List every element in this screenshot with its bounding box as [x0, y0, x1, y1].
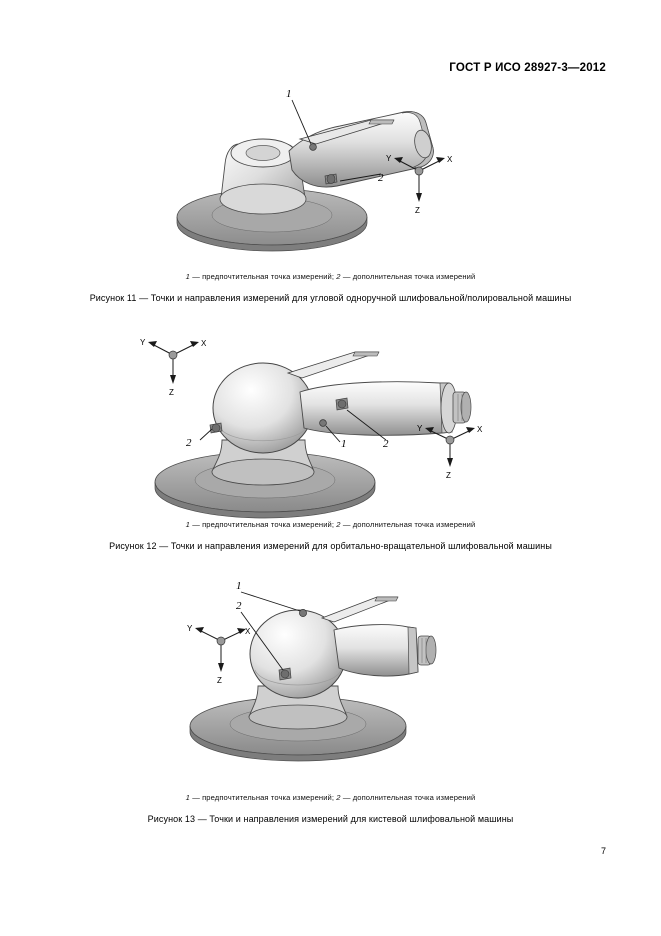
figure-13-caption: Рисунок 13 — Точки и направления измерений для кистевой шлифовальной машины: [147, 814, 514, 824]
figure-12-key-num-2: 2: [336, 520, 341, 529]
figure-13-key-text-2: — дополнительная точка измерений: [340, 793, 476, 802]
figure-12-caption: Рисунок 12 — Точки и направления измерений для орбитально-вращательной шлифовальной машины: [109, 541, 552, 551]
figure-13-key-num-1: 1: [185, 793, 190, 802]
figure-13-key-text-1: — предпочтительная точка измерений;: [189, 793, 337, 802]
page-number: 7: [600, 846, 606, 856]
figure-11-illustration: [0, 82, 661, 272]
figure-13-block: [0, 578, 661, 824]
figure-12-callout-1: 1: [341, 438, 347, 450]
figure-13-key: [0, 793, 661, 802]
figure-12-key-text-1: — предпочтительная точка измерений;: [189, 520, 337, 529]
figure-12-key-text-2: — дополнительная точка измерений: [340, 520, 476, 529]
figure-12-callout-2-left: 2: [186, 437, 192, 449]
figure-11-caption: Рисунок 11 — Точки и направления измерений для угловой одноручной шлифовальной/полировальной машины: [89, 293, 572, 303]
figure-12-illustration: [0, 330, 661, 520]
figure-12-axis-triad-left: [140, 338, 207, 397]
figure-12-key: [0, 520, 661, 529]
figure-12-axis-y-label-left: Y: [140, 338, 146, 347]
figure-11-callout-1: 1: [286, 88, 292, 100]
figure-13-callout-1: 1: [236, 580, 242, 592]
figure-13-axis-x-label: X: [245, 627, 251, 636]
figure-12-axis-x-label-right: X: [477, 425, 483, 434]
figure-13-axis-y-label: Y: [187, 624, 193, 633]
figure-11-key-text-2: — дополнительная точка измерений: [340, 272, 476, 281]
figure-12-axis-z-label-right: Z: [446, 471, 451, 480]
figure-12-axis-z-label-left: Z: [169, 388, 174, 397]
figure-13-illustration: [0, 578, 661, 793]
figure-11-key-num-1: 1: [185, 272, 190, 281]
figure-12-key-num-1: 1: [185, 520, 190, 529]
figure-12-axis-x-label-left: X: [201, 339, 207, 348]
figure-13-callout-2: 2: [236, 600, 242, 612]
figure-11-key-text-1: — предпочтительная точка измерений;: [189, 272, 337, 281]
figure-11-axis-z-label: Z: [415, 206, 420, 215]
figure-12-callout-2-right: 2: [383, 438, 389, 450]
figure-12-block: [0, 330, 661, 551]
figure-11-axis-y-label: Y: [386, 154, 392, 163]
figure-12-axis-y-label-right: Y: [417, 424, 423, 433]
figure-13-axis-z-label: Z: [217, 676, 222, 685]
figure-11-key: [0, 272, 661, 281]
figure-13-axis-triad: [187, 624, 251, 685]
figure-11-callout-2: 2: [378, 172, 384, 184]
figure-11-block: [0, 82, 661, 303]
figure-11-axis-x-label: X: [447, 155, 453, 164]
document-header: ГОСТ Р ИСО 28927-3—2012: [449, 62, 606, 74]
figure-11-key-num-2: 2: [336, 272, 341, 281]
figure-13-key-num-2: 2: [336, 793, 341, 802]
